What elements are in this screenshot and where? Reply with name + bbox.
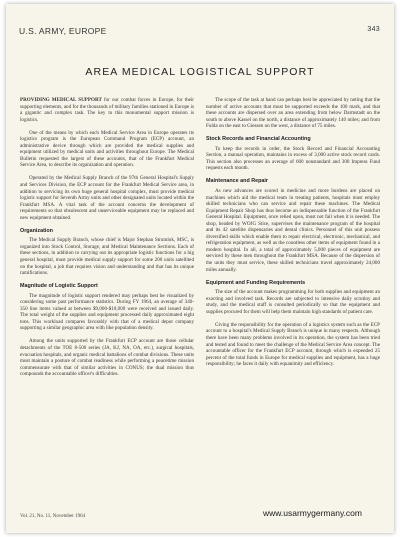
section-heading-maintenance: Maintenance and Repair: [206, 178, 269, 185]
lead-in: PROVIDING MEDICAL SUPPORT: [20, 97, 102, 103]
issue-footer: Vol. 21, No. 11, November 1964: [20, 514, 86, 519]
paragraph: The scope of the task at hand can perhaps best be appreciated by noting that the number of active accounts that must be supported exceeds the 100 mark, and that these accounts are dispersed over an area extending from below Darmstadt on the south to above Kassel on the north, a distance of approximately 140 miles; and from Fulda on the east to Giessen on the west, a distance of 75 miles.: [206, 97, 380, 130]
section-heading-magnitude: Magnitude of Logistic Support: [20, 283, 98, 290]
paragraph: Giving the responsibility for the operation of a logistics system such as the ECP account to a hospital's Medical Supply Branch is unique in many respects. Although there have been many problems involved in its operation, the system has been tried and tested and found to meet the challenge of the Medical Service Area concept. The accountable officer for the Frankfurt ECP account, through which is expended 25 percent of the total funds in Europe for medical supplies and equipment, has a huge responsibility; he faces it daily with equanimity and efficiency.: [206, 321, 380, 368]
paragraph: The Medical Supply Branch, whose chief is Major Stephan Strumlok, MSC, is organized into Stock Control, Storage, and Medical Maintenance Sections. Each of these sections, in addition to carrying out its appropriate logistic functions for a big general hospital, must provide medical supply support for some 200 units satellited on the hospital, a job that requires vision and understanding and that has its unique ramifications.: [20, 237, 194, 277]
section-heading-equipment: Equipment and Funding Requirements: [206, 279, 306, 286]
paragraph: The magnitude of logistic support rendered may perhaps best be visualized by considering some past performance statistics. During FY 1964, an average of 340-350 line items valued at between $9,000-$10,000 were received and issued daily. The total weight of the supplies and equipment processed daily approximated eight tons. This workload compares favorably with that of a medical depot company supporting a similar geographic area with like population density.: [20, 292, 194, 332]
paragraph: The size of the account makes programming for both supplies and equipment an exacting and involved task. Records are subjected to intensive daily scrutiny and study, and the medical staff is consulted periodically so that the equipment and supplies procured for them will help them maintain high standards of patient care.: [206, 289, 380, 315]
page-number: 343: [367, 26, 380, 33]
paragraph-text: for our combat forces in Europe, for their supporting elements, and for the thousands of military families stationed in Europe is a gigantic and complex task. The key to this monumental support mission is logistics.: [20, 97, 194, 123]
left-column: [20, 97, 194, 384]
section-heading-organization: Organization: [20, 227, 53, 234]
paragraph: One of the means by which each Medical Service Area in Europe operates its logistics program is the European Command Program (ECP) account, an administrative device through which are provided the medical supplies and equipment utilized by medical units and activities throughout Europe. The Medical Bulletin requested the largest of these accounts, that of the Frankfurt Medical Service Area, to describe its organization and operation.: [20, 129, 194, 169]
paragraph: As new advances are scored in medicine and more burdens are placed on machines which aid the medical team in treating patients, hospitals must employ skilled technicians who can service and repair these machines. The Medical Equipment Repair Shop has thus become an indispensable function of the Frankfurt General Hospital. Equipment, once relied upon, must not fail when it is needed. The shop, headed by WOJG Stice, supervises the maintenance program of the hospital and its 42 satellite dispensaries and dental clinics. Personnel of this unit possess diversified skills which enable them to repair electrical, electronic, mechanical, and refrigeration equipment, as well as the countless other items of equipment found in a modern hospital. In all, a total of approximately 5,000 pieces of equipment are serviced by these men throughout the Frankfurt MSA. Because of the dispersion of the units they must service, these skilled technicians travel approximately 24,000 miles annually.: [206, 188, 380, 273]
document-page: [6, 4, 394, 533]
article-title: AREA MEDICAL LOGISTICAL SUPPORT: [85, 66, 315, 78]
section-heading-stock-records: Stock Records and Financial Accounting: [206, 136, 311, 143]
paragraph: [20, 97, 194, 123]
website-link[interactable]: www.usarmygermany.com: [262, 508, 362, 518]
running-header: U.S. ARMY, EUROPE: [19, 26, 107, 36]
paragraph: To keep the records in order, the Stock Record and Financial Accounting Section, a manual operation, maintains in excess of 3,000 active stock record cards. This section also processes an average of 600 nonstandard and 300 Impress Fund requests each month.: [206, 145, 380, 172]
right-column: [206, 97, 380, 374]
paragraph: Operated by the Medical Supply Branch of the 97th General Hospital's Supply and Services Division, the ECP account for the Frankfurt Medical Service area, in addition to servicing its own huge general hospital complex, must provide medical logistic support for Seventh Army units and other designated units located within the Frankfurt MSA. A vital task of the account concerns the development of requirements so that obsolescent and unserviceable equipment may be replaced and new equipment obtained.: [20, 175, 194, 221]
paragraph: Among the units supported by the Frankfurt ECP account are those cellular detachments of the TOE 8-500 series (JA, KJ, NA, OA, etc.), surgical hospitals, evacuation hospitals, and organic medical battalions of combat divisions. These units must maintain a posture of combat readiness while performing a peacetime mission commensurate with that of similar activities in CONUS; the dual mission thus compounds the accountable officer's difficulties.: [20, 338, 194, 378]
